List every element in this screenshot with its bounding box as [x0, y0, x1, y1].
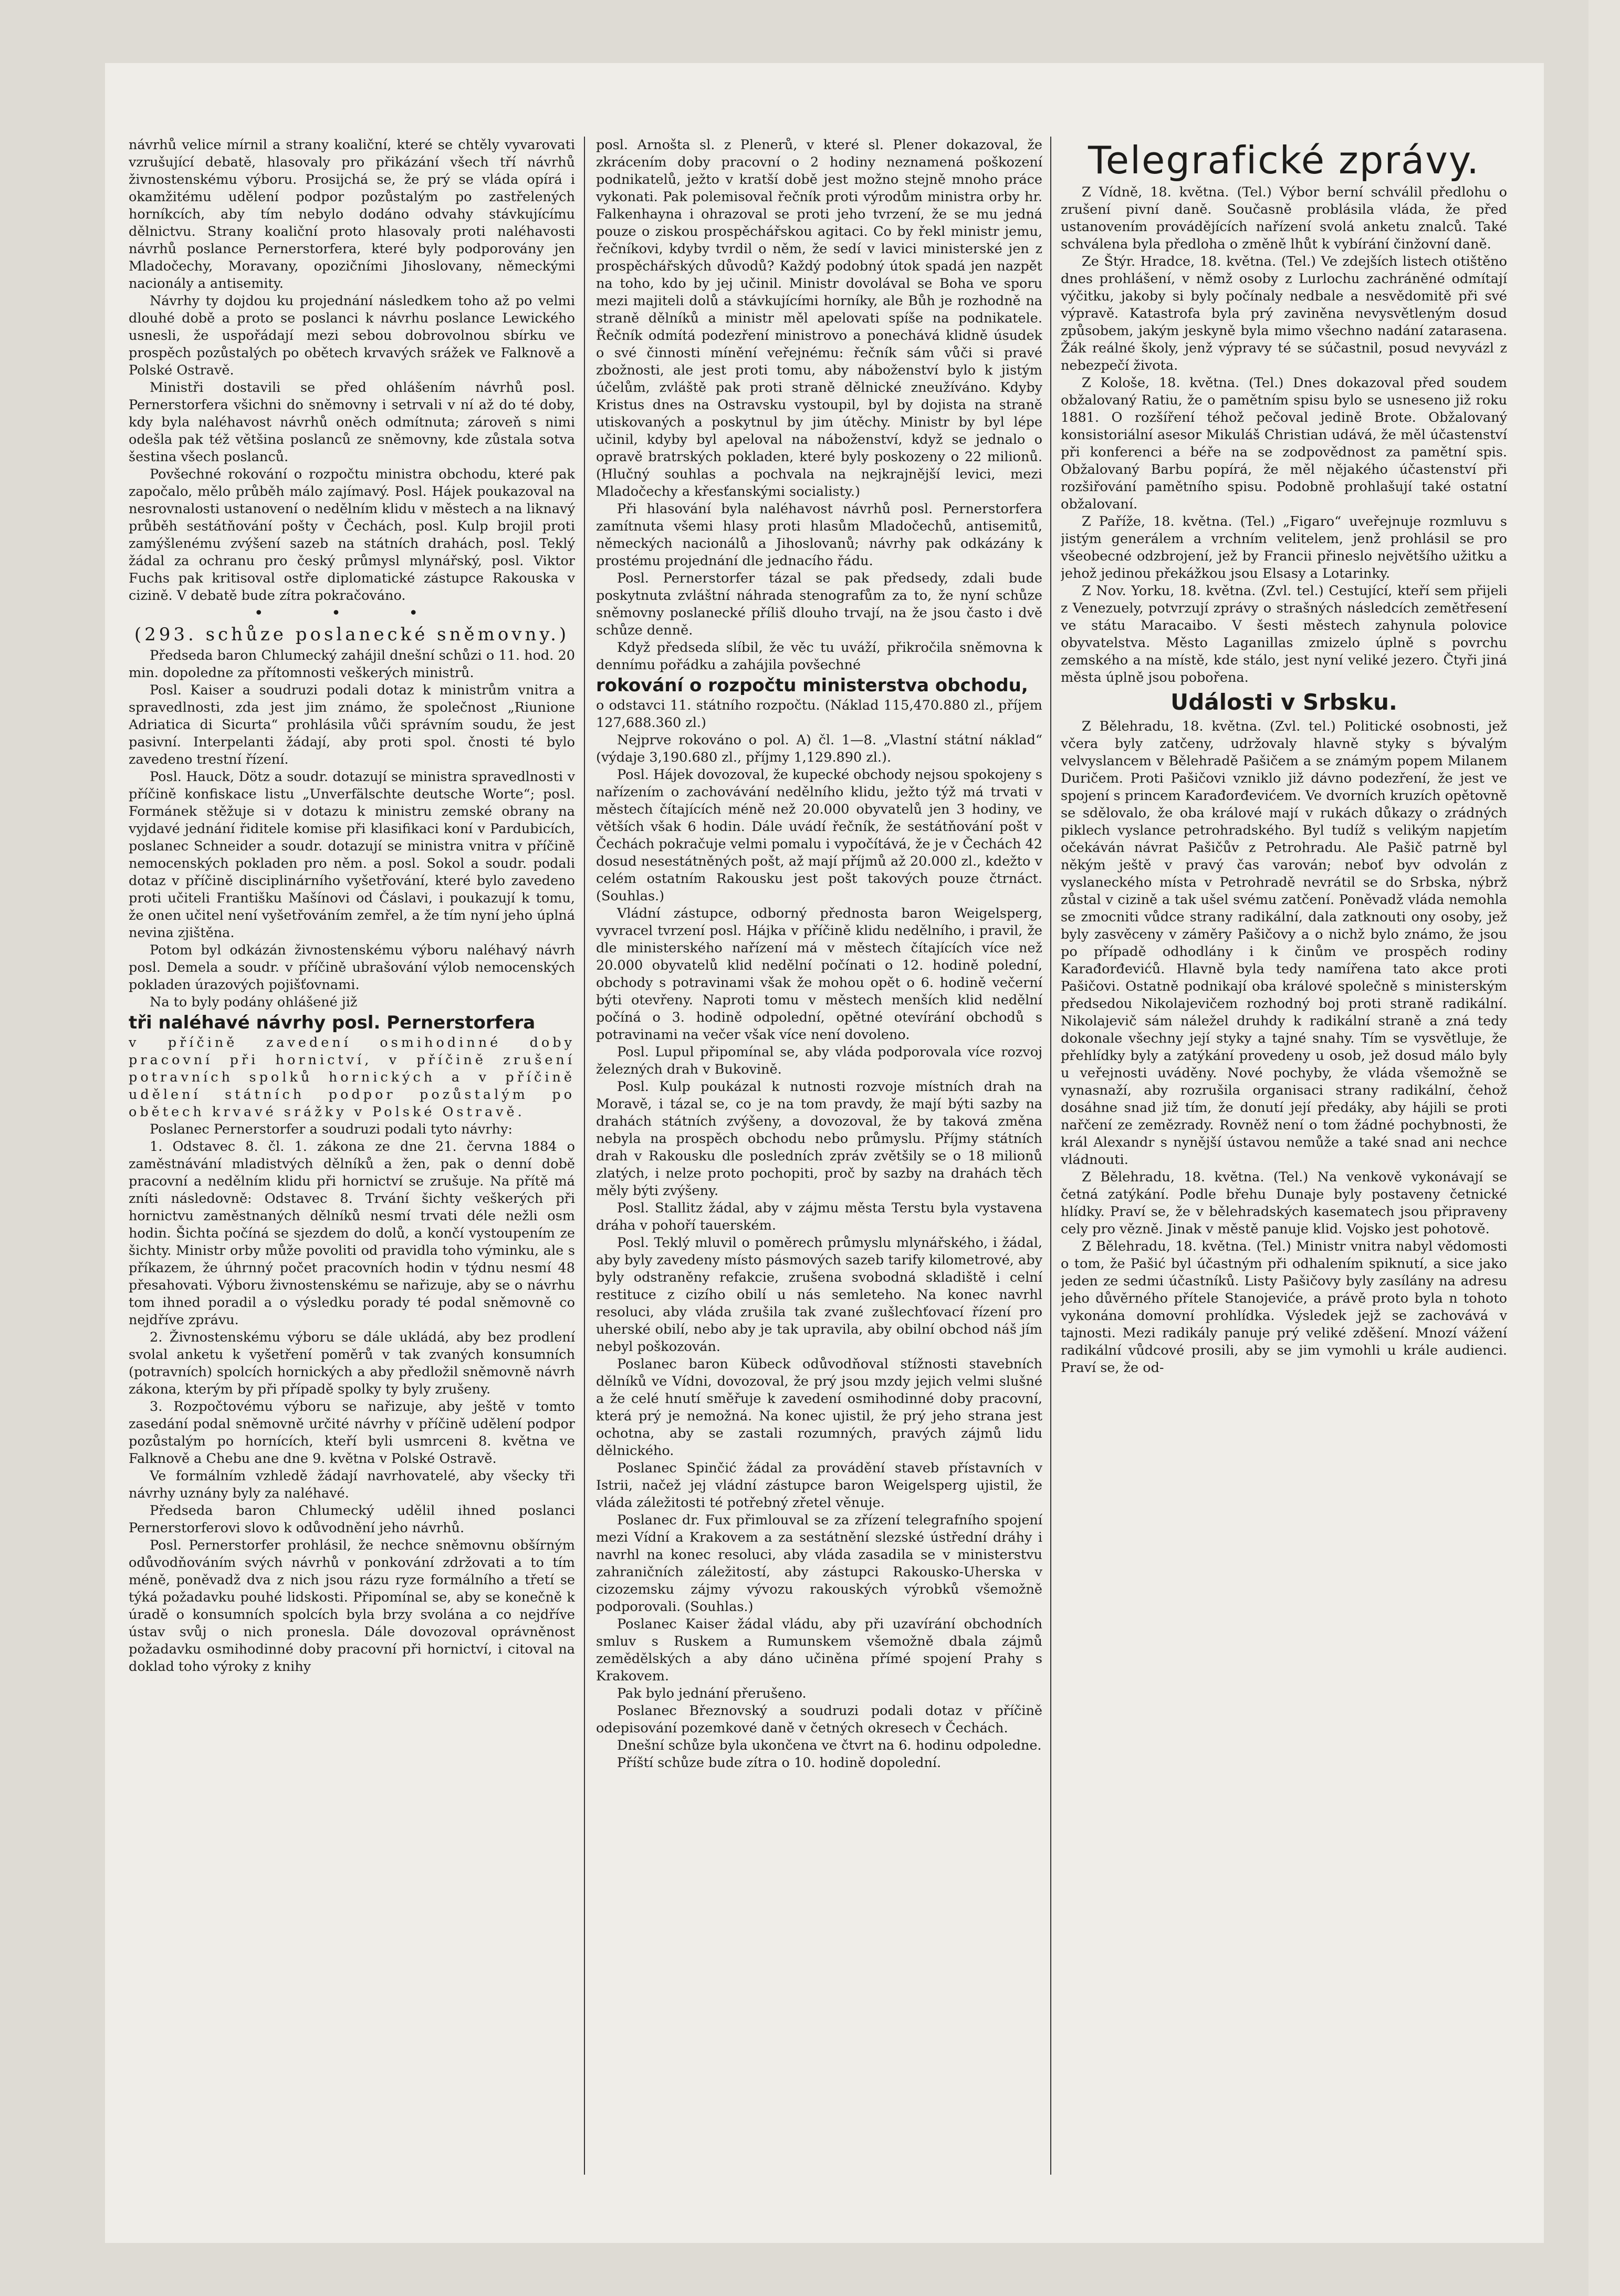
c1-paragraph: Posl. Pernerstorfer prohlásil, že nechce sněmovnu obšírným odůvodňováním svých návrhů v ponkování zdržovati a to tím méně, poněvadž dva z nich jsou rázu ryze formálního a třetí se týká požadavku pouhé lidskosti. Připomínal se, aby se konečně k úradě o konsumních spolcích byla brzy svolána a co nejdříve ústav svůj o nich pronesla. Dále dovozoval oprávněnost požadavku osmihodinné doby pracovní při hornictví, i citoval na doklad toho výroky z knihy [129, 1537, 575, 1675]
c1-paragraph: Předseda baron Chlumecký udělil ihned poslanci Pernerstorferovi slovo k odůvodnění jeho návrhů. [129, 1503, 575, 1536]
newspaper-page [105, 63, 1544, 2243]
c2-paragraph: Poslanec Spinčić žádal za provádění staveb přístavních v Istrii, načež jej vládní zástupce baron Weigelsperg ujistil, že vláda záležitosti té potřebný zřetel věnuje. [596, 1460, 1042, 1511]
c3-paragraph: Ze Štýr. Hradce, 18. května. (Tel.) Ve zdejších listech otištěno dnes prohlášení, v němž osoby z Lurlochu zachráněné odmítají výčitku, jakoby si byly počínaly nedbale a nesvědomitě při své výpravě. Katastrofa byla prý zaviněna nevysvětleným dosud způsobem, jakým jeskyně byla mimo všechno nadání zatarasena. Žák reálné školy, jenž výpravy té se súčastnil, posud nevyvázl z nebezpečí života. [1061, 254, 1507, 373]
session-heading: (293. schůze poslanecké sněmovny.) [134, 624, 570, 645]
c3-paragraph: Z Bělehradu, 18. května. (Zvl. tel.) Politické osobnosti, jež včera byly zatčeny, udržovaly hlavně styky s bývalým velvyslancem v Bělehradě Pašičem a se známým popem Milanem Duričem. Proti Pašičovi vzniklo již dávno podezření, že jest ve spojení s princem Karađorđevićem. Ve dvorních kruzích opětovně se sdělovalo, že oba králové mají v rukách důkazy o zrádných piklech vyslance petrohradského. Byl tudíž s velikým napjetím očekáván návrat Pašičův z Petrohradu. Ale Pašič patrně byl někým ještě v pravý čas varován; neboť byv odvolán z vyslaneckého místa v Petrohradě nevrátil se do Srbska, nýbrž zůstal v cizině a tak ušel svému zatčení. Poněvadž vláda nemohla se zmocniti vůdce strany radikální, dala zatknouti ony osoby, jež byly zasvěceny v záměry Pašičovy a o nichž bylo známo, že jsou po případě odhodlány i k činům ve prospěch rodiny Karađorđevićů. Hlavně byla tedy namířena tato akce proti Pašičovi. Ostatně podnikají oba králové společně s ministerským předsedou Nikolajevičem rozhodný boj proti straně radikální. Nikolajevič sám náležel druhdy k radikální straně a zná tedy dokonale všechny její styky a tajné snahy. Tím se vysvětluje, že přehlídky byly a zatýkání provedeny u osob, jež dosud málo byly u veřejnosti uváděny. Nové pochyby, že vláda všemožně se vynasnaží, aby rozrušila organisaci strany radikální, čehož dosáhne snad již tím, že donutí její předáky, aby hájili se proti nařčení ze zemězrady. Rovněž není o tom žádné pochybnosti, že král Alexandr s nynější ústavou nemůže a také snad ani nechce vládnouti. [1061, 719, 1507, 1168]
c3-paragraph: Z Nov. Yorku, 18. května. (Zvl. tel.) Cestující, kteří sem přijeli z Venezuely, potvrzují zprávy o strašných následcích zemětřesení ve státu Maracaibo. V šesti městech zahynula polovice obyvatelstva. Město Laganillas zmizelo úplně s povrchu zemského a na místě, kde stálo, jest nyní veliké jezero. Čtyři jiná města úplně jsou pobořena. [1061, 583, 1507, 685]
c2-paragraph: Poslanec dr. Fux přimlouval se za zřízení telegrafního spojení mezi Vídní a Krakovem a za sestátnění slezské ústřední dráhy i navrhl na konec resoluci, aby vláda zasadila se v ministerstvu zahraničních záležitostí, aby zástupci Rakousko-Uherska v cizozemsku zájmy vývozu rakouských výrobků všemožně podporovali. (Souhlas.) [596, 1512, 1042, 1615]
c2-paragraph: Pak bylo jednání přerušeno. [617, 1686, 807, 1701]
c2-paragraph: Když předseda slíbil, že věc tu uváží, přikročila sněmovna k dennímu pořádku a zahájila povšechné [596, 640, 1042, 673]
column-2 [596, 137, 1042, 2185]
c1-paragraph: Ve formálním vzhledě žádají navrhovatelé, aby všecky tři návrhy uznány byly za naléhavé. [129, 1468, 575, 1501]
c2-paragraph: posl. Arnošta sl. z Plenerů, v které sl. Plener dokazoval, že zkrácením doby pracovní o 2 hodiny neznamená poškození podnikatelů, ježto v kratší době jest možno stejně mnoho práce vykonati. Pak polemisoval řečník proti výrodům ministra orby hr. Falkenhayna i ohrazoval se proti jeho tvrzení, že se mu jedná pouze o ziskou prospěchářskou agitaci. Co by řekl ministr jemu, řečníkovi, kdyby tvrdil o něm, že sedí v lavici ministerské jen z prospěchářských důvodů? Každý podobný útok spadá jen nazpět na toho, kdo by jej učinil. Ministr dovolával se Boha ve sporu mezi majiteli dolů a stávkujícími horníky, ale Bůh je rozhodně na straně dělníků a ministr měl apelovati spíše na podnikatele. Řečník odmítá podezření ministrovo a ponechává klidně úsudek o své činnosti mínění veřejnému: řečník sám vůči si pravé zbožnosti, ale jest proti tomu, aby náboženství bylo k jistým účelům, zvláště pak proti straně dělnické zneužíváno. Kdyby Kristus dnes na Ostravsku vystoupil, byl by dojista na straně utiskovaných a poskytnul by jim útěchy. Ministr by byl lépe učinil, kdyby byl apeloval na náboženství, když se jednalo o opravě bratrských pokladen, které byly poskozeny o 22 milionů. (Hlučný souhlas a pochvala na nejkrajnější levici, mezi Mladočechy a křesťanskými socialisty.) [596, 137, 1042, 500]
c1-paragraph: Posl. Kaiser a soudruzi podali dotaz k ministrům vnitra a spravedlnosti, zda jest jim známo, že společnost „Riunione Adriatica di Sicurta“ prohlásila vůči správním soudu, že jest pasivní. Interpelanti žádají, aby proti spol. čnosti té bylo zavedeno trestní řízení. [129, 682, 575, 767]
proposals-heading: tři naléhavé návrhy posl. Pernerstorfera [129, 1012, 536, 1033]
c2-paragraph: Příští schůze bude zítra o 10. hodině dopolední. [617, 1755, 942, 1771]
c3-paragraph: Z Bělehradu, 18. května. (Tel.) Ministr vnitra nabyl vědomosti o tom, že Pašić byl účastným při odhalením spiknutí, a sice jako jeden ze sedmi účastníků. Listy Pašičovy byly zasílány na adresu jeho důvěrného přítele Stanojeviće, a právě proto byla n tohoto vykonána domovní prohlídka. Výsledek jejž se zachovává v tajnosti. Mezi radikály panuje prý veliké zděšení. Mnozí vážení radikální vůdcové prosili, aby se jim vymohli u krále audienci. Praví se, že od- [1061, 1239, 1507, 1376]
c3-paragraph: Z Bělehradu, 18. května. (Tel.) Na venkově vykonávají se četná zatýkání. Podle břehu Dunaje byly postaveny četnické hlídky. Praví se, že v bělehradských kasematech jsou připraveny cely pro vězně. Jinak v městě panuje klid. Vojsko jest pohotově. [1061, 1169, 1507, 1237]
scan-edge [1588, 0, 1620, 2296]
column-divider [584, 137, 585, 2175]
serbia-heading: Události v Srbsku. [1170, 689, 1397, 715]
c1-paragraph: Posl. Hauck, Dötz a soudr. dotazují se ministra spravedlnosti v příčině konfiskace listu „Unverfälschte deutsche Worte“; posl. Formánek stěžuje si v dotazu k ministru zemské obrany na vyjdavé jednání řiditele komise při klasifikaci koní v Pardubicích, poslanec Schneider a soudr. dotazují se ministra vnitra v příčině nemocenských pokladen pro něm. a posl. Sokol a soudr. podali dotaz v příčině disciplinárního vyšetřování, které bylo zavedeno proti učiteli Františku Mašínovi od Čáslavi, i poukazují k tomu, že onen učitel není vyšetřováním zemřel, a že tím nyní jeho úplná nevina zjištěna. [129, 769, 575, 941]
c2-paragraph: Dnešní schůze byla ukončena ve čtvrt na 6. hodinu odpoledne. [617, 1738, 1042, 1753]
budget-heading: rokování o rozpočtu ministerstva obchodu, [596, 675, 1028, 696]
c1-paragraph: Potom byl odkázán živnostenskému výboru naléhavý návrh posl. Demela a soudr. v příčině ubrašování výlob nemocenských pokladen úrazových pojišťovnami. [129, 942, 575, 993]
c1-paragraph: Poslanec Pernerstorfer a soudruzi podali tyto návrhy: [150, 1121, 513, 1137]
c2-paragraph: Posl. Lupul připomínal se, aby vláda podporovala více rozvoj železných drah v Bukovině. [596, 1044, 1042, 1077]
c2-paragraph: Poslanec Březnovský a soudruzi podali dotaz v příčině odepisování pozemkové daně v četných okresech v Čechách. [596, 1703, 1042, 1736]
c1-paragraph: 2. Živnostenskému výboru se dále ukládá, aby bez prodlení svolal anketu k vyšetření poměrů v tak zvaných konsumních (potravních) spolcích hornických a aby předložil sněmovně návrh zákona, kterým by při případě spolky ty byly zrušeny. [129, 1329, 575, 1397]
c2-paragraph: Nejprve rokováno o pol. A) čl. 1—8. „Vlastní státní náklad“ (výdaje 3,190.680 zl., příjmy 1,129.890 zl.). [596, 732, 1042, 765]
column-divider [1050, 137, 1051, 2175]
c2-paragraph: Posl. Teklý mluvil o poměrech průmyslu mlynářského, i žádal, aby byly zavedeny místo pásmových sazeb tarify kilometrové, aby byly odstraněny refakcie, zrušena svobodná skladiště i celní restituce z cizího obilí u nás semleteho. Na konec navrhl resoluci, aby vláda zrušila tak zvané zušlechťovací řízení pro uherské obilí, nebo aby je tak upravila, aby obilní obchod náš jím nebyl poškozován. [596, 1235, 1042, 1355]
c1-paragraph: Na to byly podány ohlášené již [150, 994, 358, 1010]
c1-paragraph: v příčině zavedení osmihodinné doby pracovní při hornictví, v příčině zrušení potravních spolků hornických a v příčině udělení státních podpor pozůstalým po obětech krvavé srážky v Polské Ostravě. [129, 1035, 575, 1120]
c2-paragraph: Při hlasování byla naléhavost návrhů posl. Pernerstorfera zamítnuta všemi hlasy proti hlasům Mladočechů, antisemitů, německých nacionálů a Jihoslovanů; návrhy pak odkázány k prostému projednání dle jednacího řádu. [596, 501, 1042, 569]
c3-paragraph: Z Vídně, 18. května. (Tel.) Výbor berní schválil předlohu o zrušení pivní daně. Současně problásila vláda, že před ustanovením provádějících nařízení svolá anketu znalců. Také schválena byla předloha o změně lhůt k vybírání činžovní daně. [1061, 184, 1507, 252]
c1-paragraph: 3. Rozpočtovému výboru se nařizuje, aby ještě v tomto zasedání podal sněmovně určité návrhy v příčině udělení podpor pozůstalým po hornících, kteří byli usmrceni 8. května ve Falknově a Chebu ane dne 9. května v Polské Ostravě. [129, 1399, 575, 1467]
c2-paragraph: Posl. Kulp poukázal k nutnosti rozvoje místních drah na Moravě, i tázal se, co je na tom pravdy, že mají býti sazby na drahách státních zvýšeny, a dovozoval, že by taková změna nebyla na prospěch obchodu nebo průmyslu. Příjmy státních drah v Rakousku dle posledních zpráv zvětšily se o 18 milionů zlatých, i nelze proto pochopiti, proč by sazby na drahách těch měly býti zvýšeny. [596, 1079, 1042, 1199]
c2-paragraph: Posl. Stallitz žádal, aby v zájmu města Terstu byla vystavena dráha v pohoří tauerském. [596, 1200, 1042, 1233]
c2-paragraph: Vládní zástupce, odborný přednosta baron Weigelsperg, vyvracel tvrzení posl. Hájka v příčině klidu nedělního, i pravil, že dle ministerského nařízení má v městech čítajících více než 20.000 obyvatelů klid nedělní počínati o 12. hodině polední, obchody s potravinami však že mohou opět o 6. hodině večerní býti otevřeny. Naproti tomu v městech menších klid nedělní počíná o 3. hodině odpolední, opětné otevírání obchodů s potravinami na večer však více není dovoleno. [596, 906, 1042, 1043]
c1-paragraph: Povšechné rokování o rozpočtu ministra obchodu, které pak započalo, mělo průběh málo zajímavý. Posl. Hájek poukazoval na nesrovnalosti ustanovení o nedělním klidu v městech a na liknavý průběh sestátňování pošty v Čechách, posl. Kulp brojil proti zamýšlenému zvýšení sazeb na státních drahách, posl. Teklý žádal za ochranu pro český průmysl mlynářský, posl. Viktor Fuchs pak kritisoval ostře diplomatické zástupce Rakouska v cizině. V debatě bude zítra pokračováno. [129, 466, 575, 604]
c3-paragraph: Z Paříže, 18. května. (Tel.) „Figaro“ uveřejnuje rozmluvu s jistým generálem a vrchním velitelem, jenž prohlásil se pro všeobecné odzbrojení, jež by Francii přineslo největšího užitku a jehož jedinou překážkou jsou Elsasy a Lotarinky. [1061, 514, 1507, 581]
telegrams-title: Telegrafické zprávy. [1088, 138, 1480, 182]
column-1 [129, 137, 575, 2185]
c1-paragraph: Návrhy ty dojdou ku projednání následkem toho až po velmi dlouhé době a proto se poslanci k návrhu poslance Lewického usnesli, že uspořádají mezi sebou dobrovolnou sbírku ve prospěch pozůstalých po obětech krvavých srážek ve Falknově a Polské Ostravě. [129, 293, 575, 378]
c3-paragraph: Z Kološe, 18. května. (Tel.) Dnes dokazoval před soudem obžalovaný Ratiu, že o pamětním spisu bylo se usneseno již roku 1881. O rozšíření téhož pečoval jedině Brote. Obžalovaný konsistoriální asesor Mikuláš Christian udává, že měl účastenství při konferenci a béře na se zodpovědnost za pamětní spis. Obžalovaný Barbu popírá, že měl nějakého účastenství při rozšiřování pamětního spisu. Podobně prohlašují také ostatní obžalovaní. [1061, 375, 1507, 512]
c1-paragraph: návrhů velice mírnil a strany koaliční, které se chtěly vyvarovati vzrušující debatě, hlasovaly pro přikázání všech tří návrhů živnostenskému výboru. Prosijchá se, že prý se vláda opírá i okamžitému udělení podpor pozůstalým po zastřelených horníkcích, aby tím nebylo dodáno odvahy stávkujícímu dělnictvu. Strany koaliční proto hlasovaly proti naléhavosti návrhů poslance Pernerstorfera, které byly podporovány jen Mladočechy, Moravany, opozičními Jihoslovany, německými nacionály a antisemity. [129, 137, 575, 292]
c2-paragraph: Posl. Hájek dovozoval, že kupecké obchody nejsou spokojeny s nařízením o zachovávání nedělního klidu, ježto týž má trvati v městech čítajících méně než 20.000 obyvatelů jen 3 hodiny, ve větších však 6 hodin. Dále uvádí řečník, že sestátňování pošt v Čechách pokračuje velmi pomalu i vypočítává, že je v Čechách 42 dosud nesestátněných pošt, až mají příjmů až 20.000 zl., kdežto v celém ostatním Rakousku jest pošt takových pouze čtrnáct. (Souhlas.) [596, 767, 1042, 904]
c2-paragraph: Poslanec baron Kübeck odůvodňoval stížnosti stavebních dělníků ve Vídni, dovozoval, že prý jsou mzdy jejich velmi slušné a že celé hnutí směřuje k zavedení osmihodinné doby pracovní, která prý je nemožná. Na konec ujistil, že prý jeho strana jest ochotna, aby se zastali rozumných, pravých zájmů lidu dělnického. [596, 1356, 1042, 1459]
c2-paragraph: o odstavci 11. státního rozpočtu. (Náklad 115,470.880 zl., příjem 127,688.360 zl.) [596, 698, 1042, 731]
section-separator: • • • [254, 604, 450, 622]
c2-paragraph: Posl. Pernerstorfer tázal se pak předsedy, zdali bude poskytnuta zvláštní náhrada stenografům za to, že nyní schůze sněmovny poslanecké příliš dlouho trvají, na že jsou často i dvě schůze denně. [596, 570, 1042, 638]
column-3 [1061, 137, 1507, 2059]
c1-paragraph: Ministři dostavili se před ohlášením návrhů posl. Pernerstorfera všichni do sněmovny i setrvali v ní až do té doby, kdy byla naléhavost návrhů oněch odmítnuta; zároveň s nimi odešla pak též většina poslanců ze sněmovny, kde zůstala sotva šestina všech poslanců. [129, 380, 575, 465]
c2-paragraph: Poslanec Kaiser žádal vládu, aby při uzavírání obchodních smluv s Ruskem a Rumunskem všemožně dbala zájmů zemědělských a aby dáno učiněna přímé spojení Prahy s Krakovem. [596, 1616, 1042, 1684]
c1-paragraph: 1. Odstavec 8. čl. 1. zákona ze dne 21. června 1884 o zaměstnávání mladistvých dělníků a žen, pak o denní době pracovní a nedělním klidu při hornictví se zrušuje. Na přítě má zníti následovně: Odstavec 8. Trvání šichty veškerých při hornictvu zaměstnaných dělníků nesmí trvati déle nežli osm hodin. Šichta počíná se sjezdem do dolů, a končí vystoupením ze šichty. Ministr orby může povoliti od pravidla toho výminku, ale s příkazem, že úhrnný počet pracovních hodin v týdnu nesmí 48 přesahovati. Výboru živnostenskému se nařizuje, aby se o návrhu tom ihned poradil a o výsledku porady té podal sněmovně co nejdříve zprávu. [129, 1139, 575, 1328]
c1-paragraph: Předseda baron Chlumecký zahájil dnešní schůzi o 11. hod. 20 min. dopoledne za přítomnosti veškerých ministrů. [129, 648, 575, 681]
